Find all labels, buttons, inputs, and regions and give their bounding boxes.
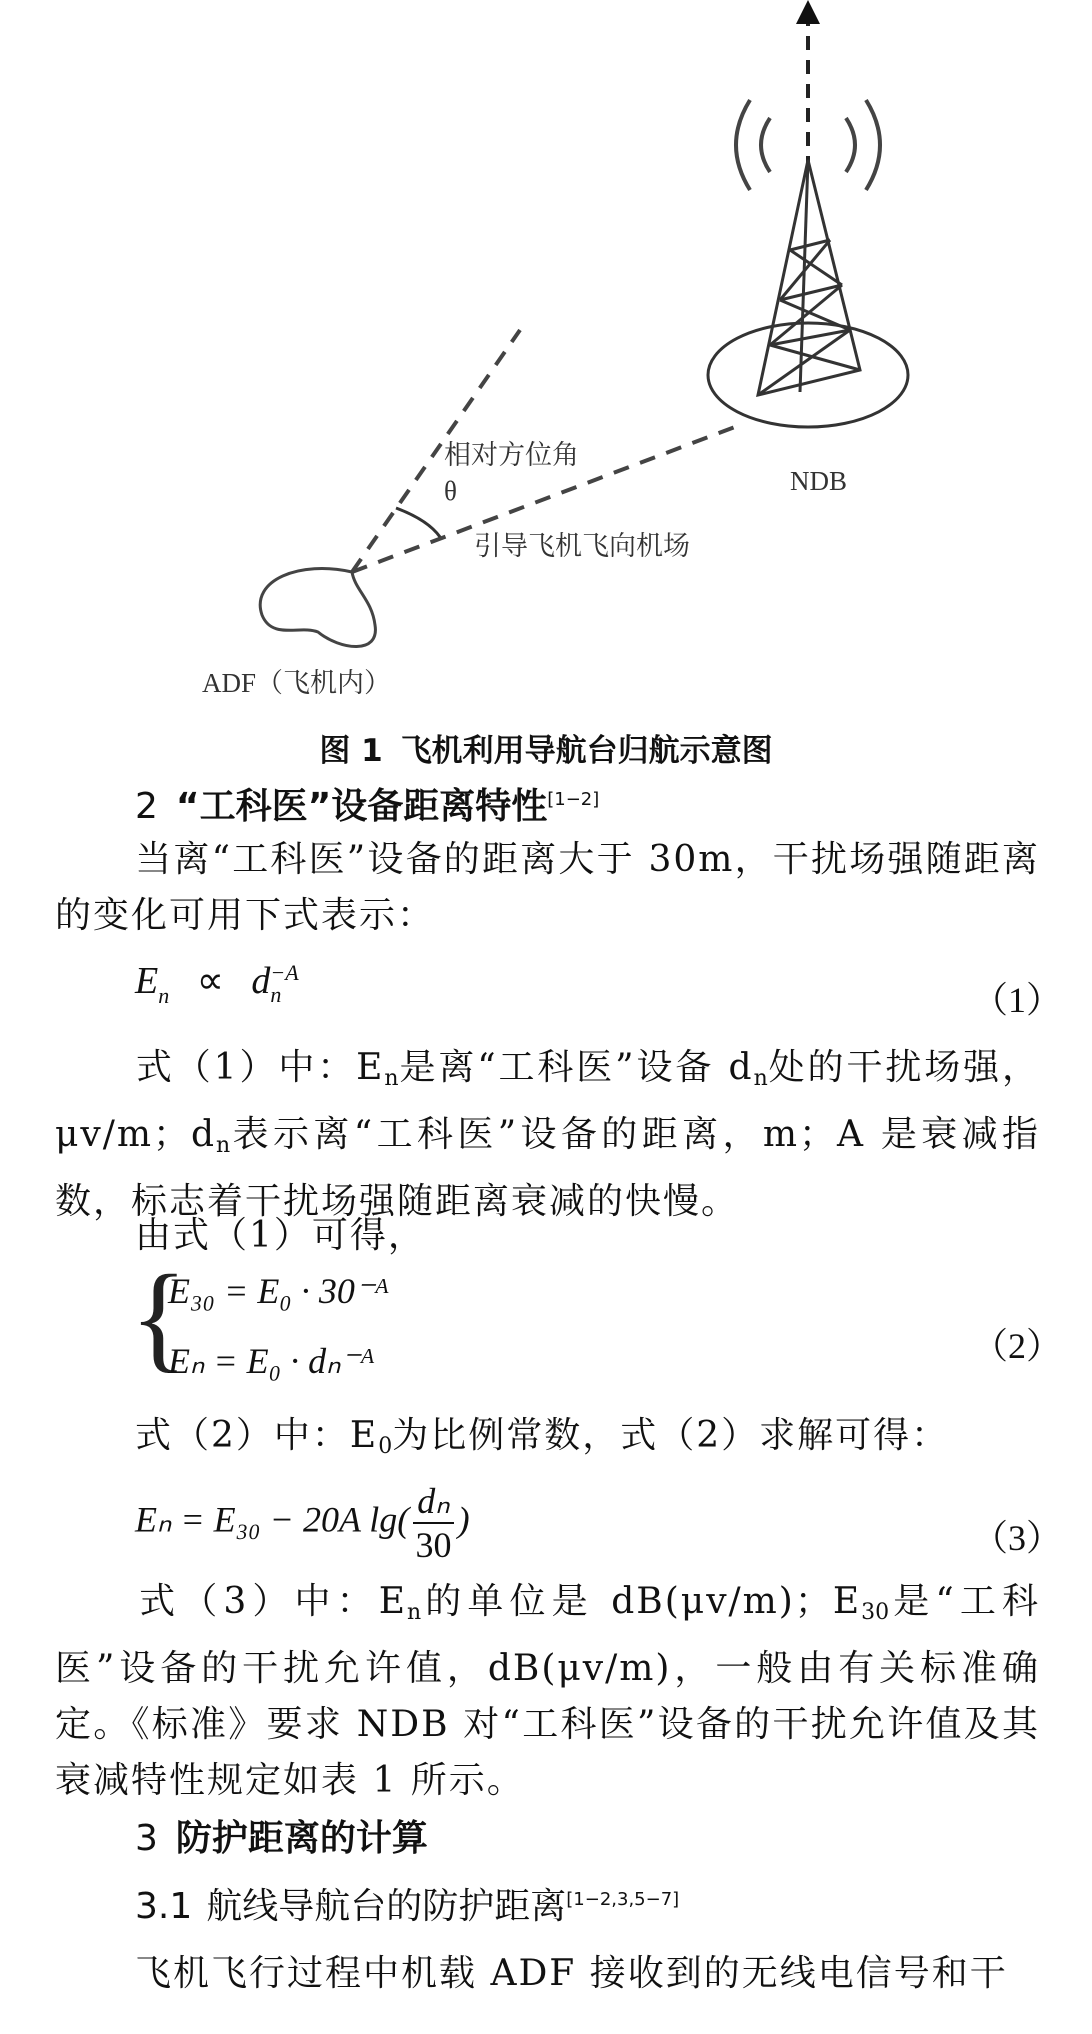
section-title: 航线导航台的防护距离 <box>206 1886 567 1927</box>
subscript: n <box>753 1066 768 1091</box>
paragraph-text: 为比例常数，式（2）求解可得： <box>392 1415 950 1456</box>
fraction-denominator: 30 <box>415 1525 452 1565</box>
eq-term: E <box>135 960 159 1002</box>
equation-number-2: （2） <box>971 1326 1062 1366</box>
paragraph <box>55 832 1040 944</box>
arrow-head-icon <box>796 0 820 24</box>
radio-wave-icon <box>761 118 770 172</box>
subscript: 30 <box>861 1600 890 1625</box>
guide-label: 引导飞机飞向机场 <box>474 531 690 562</box>
equation-number-3: （3） <box>971 1518 1062 1558</box>
eq-term: Eₙ = E₃₀ − 20A lg( <box>135 1499 410 1540</box>
section-title: “工科医”设备距离特性 <box>175 786 548 827</box>
paragraph-text: 由式（1）可得， <box>135 1215 426 1256</box>
eq-relation: ∝ <box>196 960 224 1002</box>
paragraph <box>55 1946 1040 2002</box>
paragraph-text: 是离“工科医”设备 d <box>398 1047 754 1088</box>
subscript: n <box>216 1133 231 1158</box>
citation: [1−2] <box>547 789 600 810</box>
adf-label: ADF（飞机内） <box>202 668 392 698</box>
section-number: 2 <box>135 786 158 827</box>
eq-subscript: n <box>270 982 282 1008</box>
paragraph <box>55 1208 1040 1264</box>
eq-term: ) <box>457 1499 470 1540</box>
section-title: 防护距离的计算 <box>175 1818 428 1859</box>
figure-title: 飞机利用导航台归航示意图 <box>400 733 773 769</box>
paragraph-text: 当离“工科医”设备的距离大于 30m，干扰场强随距离的变化可用下式表示： <box>55 839 1040 936</box>
ndb-tower-icon <box>758 160 860 395</box>
section-3-heading <box>135 1810 428 1861</box>
angle-arc <box>396 508 440 537</box>
fraction-numerator: dₙ <box>413 1480 453 1524</box>
section-3-1-heading <box>135 1878 679 1929</box>
paragraph <box>55 1408 1040 1475</box>
ndb-label: NDB <box>790 466 848 496</box>
eq-term: d <box>251 960 271 1002</box>
subscript: 0 <box>378 1434 393 1459</box>
radio-wave-icon <box>866 100 880 190</box>
citation: [1−2,3,5−7] <box>566 1889 680 1910</box>
paragraph <box>55 1040 1040 1230</box>
theta-label: θ <box>444 476 457 506</box>
figure-number: 图 1 <box>319 733 383 769</box>
equation-brace: { <box>130 1250 188 1383</box>
equation-3 <box>135 1480 470 1566</box>
navigation-diagram <box>0 0 1092 720</box>
paragraph <box>55 1574 1040 1809</box>
adf-antenna-pattern <box>260 569 375 647</box>
radio-wave-icon <box>846 118 855 172</box>
paragraph-text: 表示离“工科医”设备的距离，m；A 是衰减指数，标志着干扰场强随距离衰减的快慢。 <box>55 1114 1040 1222</box>
equation-number-1: （1） <box>971 980 1062 1020</box>
subscript: n <box>406 1600 422 1625</box>
section-number: 3.1 <box>135 1886 193 1927</box>
eq-superscript: −A <box>270 960 299 986</box>
eq-subscript: n <box>158 983 170 1008</box>
paragraph-text: 处的干扰场强，μv/m；d <box>55 1047 1040 1155</box>
paragraph-text: 飞机飞行过程中机载 ADF 接收到的无线电信号和干 <box>135 1953 1008 1994</box>
paragraph-text: 是“工科医”设备的干扰允许值，dB(μv/m)，一般由有关标准确定。《标准》要求 NDB 对“工科医”设备的干扰允许值及其衰减特性规定如表 1 所示。 <box>55 1581 1040 1801</box>
subscript: n <box>384 1066 399 1091</box>
paragraph-text: 式（1）中：E <box>135 1047 385 1088</box>
paragraph-text: 的单位是 dB(μv/m)；E <box>421 1581 862 1622</box>
paragraph-text: 式（2）中：E <box>135 1415 379 1456</box>
equation-2-line-1: E₃₀ = E₀ · 30⁻ᴬ <box>168 1271 389 1311</box>
equation-1 <box>135 958 299 1009</box>
paragraph-text: 式（3）中：E <box>135 1581 407 1622</box>
section-number: 3 <box>135 1818 158 1859</box>
figure-caption <box>0 725 1092 770</box>
radio-wave-icon <box>736 100 750 190</box>
relative-bearing-label: 相对方位角 <box>444 440 579 471</box>
equation-2-line-2: Eₙ = E₀ · dₙ⁻ᴬ <box>168 1341 375 1381</box>
section-2-heading <box>135 778 599 829</box>
